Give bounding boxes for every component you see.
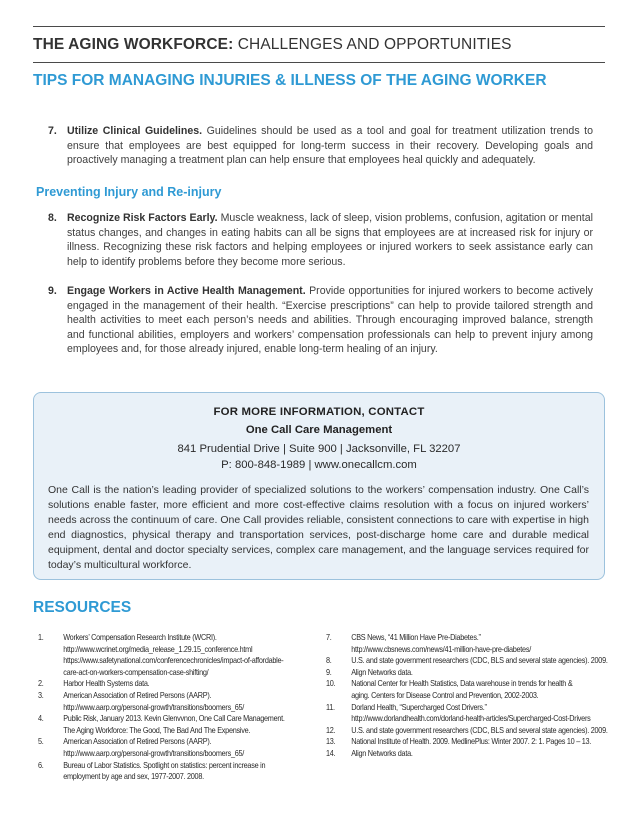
reference-item: [326, 702, 638, 725]
header-rule: [33, 62, 605, 63]
reference-number: 11.: [326, 702, 335, 712]
tip-7: [48, 124, 593, 168]
tip-body: [67, 124, 593, 168]
tip-text: Muscle weakness, lack of sleep, vision problems, confusion, agitation or mental status changes, and changes in eating habits can all be signs that employees are at increased risk for injury or illness. Recognizing these risk factors and helping employees or injured workers to seek assistance early can help to identify problems before they become more serious.: [67, 212, 593, 268]
page-subtitle: TIPS FOR MANAGING INJURIES & ILLNESS OF THE AGING WORKER: [33, 72, 547, 89]
reference-item: [326, 632, 638, 655]
reference-number: 3.: [38, 690, 44, 700]
tip-title: Engage Workers in Active Health Management.: [67, 285, 306, 297]
resources-heading: RESOURCES: [33, 599, 132, 616]
reference-item: [38, 713, 324, 736]
reference-number: 9.: [326, 667, 332, 677]
references-right-column: [326, 632, 616, 760]
reference-item: [326, 725, 638, 737]
reference-number: 2.: [38, 679, 44, 689]
reference-line: http://www.aarp.org/personal-growth/transitions/boomers_65/: [63, 702, 245, 712]
reference-line: Public Risk, January 2013. Kevin Glenvvnon, One Call Care Management.: [63, 714, 285, 724]
reference-line: U.S. and state government researchers (CDC, BLS and several state agencies). 2009.: [351, 725, 608, 735]
tip-text: Guidelines should be used as a tool and goal for treatment utilization trends to ensure that employees are best equipped for long-term success in their recovery. Developing goals and proactively managing a treatment plan can help ensure that employees heal quickly and adequately.: [67, 125, 593, 167]
reference-line: http://www.wcrinet.org/media_release_1.29.15_conference.html: [63, 644, 253, 654]
header-title-rest: CHALLENGES AND OPPORTUNITIES: [233, 36, 512, 53]
reference-number: 6.: [38, 760, 44, 770]
company-description: One Call is the nation’s leading provider of specialized solutions to the workers’ compensation industry. One Call’s solutions enable faster, more efficient and more cost-effective claims resolution with a focus on injured workers’ needs across the continuum of care. One Call provides reliable, consistent connections to care with expertise in high end diagnostics, physical therapy and transportation services, post-discharge home care and durable medical equipment, dental and doctor specialty services, complex care management, and the language services required for today’s multicultural workforce.: [48, 484, 589, 572]
reference-item: [38, 736, 324, 759]
reference-line: employment by age and sex, 1977-2007. 2008.: [63, 772, 204, 782]
reference-line: Align Networks data.: [351, 667, 413, 677]
reference-number: 8.: [326, 656, 332, 666]
section-heading: Preventing Injury and Re-injury: [36, 185, 222, 199]
reference-item: [38, 760, 324, 783]
reference-item: [38, 632, 324, 678]
tip-body: [67, 211, 593, 269]
reference-line: https://www.safetynational.com/conferencechronicles/impact-of-affordable-: [63, 656, 284, 666]
reference-number: 10.: [326, 679, 336, 689]
reference-line: Bureau of Labor Statistics. Spotlight on statistics: percent increase in: [63, 760, 266, 770]
company-address: 841 Prudential Drive | Suite 900 | Jacksonville, FL 32207: [177, 443, 461, 455]
reference-number: 5.: [38, 737, 44, 747]
reference-item: [326, 748, 638, 760]
reference-line: American Association of Retired Persons (AARP).: [63, 737, 212, 747]
tip-number: 8.: [48, 212, 57, 224]
tip-text: Provide opportunities for injured workers to become actively engaged in the management of their health. “Exercise prescriptions” can help to provide tailored strength and health activities to meet each person’s needs and abilities. Through encouraging improved balance, strength and functional abilities, employers and workers’ compensation professionals can help to prevent injury among employees and, for those already injured, enable long-term healing of an injury.: [67, 285, 593, 356]
page-header: [33, 36, 613, 54]
reference-line: Workers’ Compensation Research Institute (WCRI).: [63, 633, 217, 642]
reference-line: http://www.dorlandhealth.com/dorland-health-articles/Supercharged-Cost-Drivers: [351, 714, 591, 724]
reference-number: 7.: [326, 633, 332, 642]
tip-number: 7.: [48, 125, 57, 137]
reference-line: http://www.aarp.org/personal-growth/transitions/boomers_65/: [63, 748, 245, 758]
reference-item: [326, 678, 638, 701]
reference-item: [326, 667, 638, 679]
reference-number: 4.: [38, 714, 44, 724]
reference-number: 13.: [326, 737, 336, 747]
reference-line: The Aging Workforce: The Good, The Bad And The Expensive.: [63, 725, 251, 735]
reference-number: 14.: [326, 748, 336, 758]
reference-item: [38, 690, 324, 713]
tip-title: Utilize Clinical Guidelines.: [67, 125, 203, 137]
reference-item: [326, 655, 638, 667]
reference-line: Dorland Health, “Supercharged Cost Drivers.”: [351, 702, 487, 712]
top-rule: [33, 26, 605, 27]
reference-item: [326, 736, 638, 748]
tip-title: Recognize Risk Factors Early.: [67, 212, 218, 224]
reference-line: American Association of Retired Persons (AARP).: [63, 690, 212, 700]
reference-item: [38, 678, 324, 690]
company-contact: P: 800-848-1989 | www.onecallcm.com: [221, 459, 417, 471]
reference-number: 12.: [326, 725, 336, 735]
reference-line: aging. Centers for Disease Control and Prevention, 2002-2003.: [351, 690, 539, 700]
reference-line: National Center for Health Statistics, Data warehouse in trends for health &: [351, 679, 573, 689]
tip-8: [48, 211, 593, 269]
reference-line: CBS News, “41 Million Have Pre-Diabetes.”: [351, 633, 481, 642]
reference-line: Align Networks data.: [351, 748, 413, 758]
reference-line: http://www.cbsnews.com/news/41-million-have-pre-diabetes/: [351, 644, 531, 654]
info-heading: FOR MORE INFORMATION, CONTACT: [213, 406, 425, 418]
reference-line: Harbor Health Systems data.: [63, 679, 150, 689]
reference-line: U.S. and state government researchers (CDC, BLS and several state agencies). 2009.: [351, 656, 608, 666]
company-name: One Call Care Management: [245, 424, 393, 436]
contact-info-box: [33, 392, 605, 580]
references-left-column: [38, 632, 300, 783]
reference-number: 1.: [38, 633, 44, 642]
tip-9: [48, 284, 593, 357]
reference-line: National Institute of Health. 2009. MedlinePlus: Winter 2007. 2: 1. Pages 10 – 13.: [351, 737, 592, 747]
tip-body: [67, 284, 593, 357]
tip-number: 9.: [48, 285, 57, 297]
reference-line: care-act-on-workers-compensation-case-shifting/: [63, 667, 209, 677]
header-title-bold: THE AGING WORKFORCE:: [33, 36, 234, 53]
